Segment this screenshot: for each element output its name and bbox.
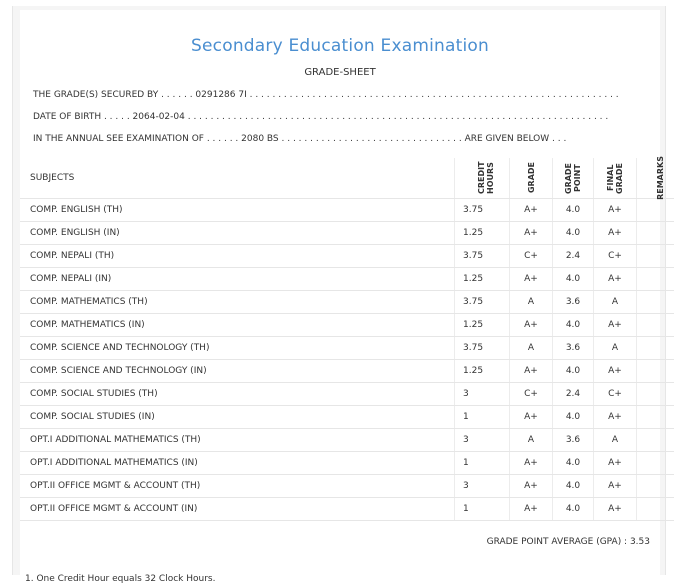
grade-point-cell: 4.0 — [553, 406, 594, 429]
table-row — [20, 291, 674, 314]
subject-cell: COMP. MATHEMATICS (IN) — [20, 314, 455, 337]
remarks-cell — [637, 291, 674, 314]
grade-sheet-panel — [12, 6, 666, 575]
table-row — [20, 222, 674, 245]
table-row — [20, 337, 674, 360]
credit-hours-cell: 1 — [455, 452, 510, 475]
credit-hours-cell: 3 — [455, 383, 510, 406]
grade-point-cell: 4.0 — [553, 360, 594, 383]
subject-cell: OPT.II OFFICE MGMT & ACCOUNT (TH) — [20, 475, 455, 498]
credit-hours-cell: 1 — [455, 498, 510, 521]
final-grade-cell: A — [594, 429, 637, 452]
grade-point-cell: 4.0 — [553, 268, 594, 291]
remarks-cell — [637, 222, 674, 245]
final-grade-cell: A — [594, 291, 637, 314]
subject-cell: COMP. SCIENCE AND TECHNOLOGY (IN) — [20, 360, 455, 383]
header-remarks-label: REMARKS — [656, 156, 665, 200]
grades-table-body — [20, 199, 674, 521]
grade-cell: A+ — [510, 268, 553, 291]
final-grade-cell: A+ — [594, 222, 637, 245]
table-row — [20, 475, 674, 498]
subject-cell: OPT.II OFFICE MGMT & ACCOUNT (IN) — [20, 498, 455, 521]
final-grade-cell: C+ — [594, 245, 637, 268]
credit-hours-cell: 1.25 — [455, 268, 510, 291]
header-grade-label: GRADE — [527, 162, 536, 193]
header-grade-point — [553, 158, 594, 199]
final-grade-cell: C+ — [594, 383, 637, 406]
header-remarks — [637, 158, 674, 199]
grade-sheet-heading: GRADE-SHEET — [20, 67, 660, 78]
grade-cell: A+ — [510, 475, 553, 498]
final-grade-cell: A+ — [594, 360, 637, 383]
exam-title: Secondary Education Examination — [20, 36, 660, 56]
credit-hour-note: 1. One Credit Hour equals 32 Clock Hours. — [25, 574, 215, 584]
remarks-cell — [637, 406, 674, 429]
subject-cell: COMP. ENGLISH (TH) — [20, 199, 455, 222]
grade-cell: A+ — [510, 452, 553, 475]
grade-point-cell: 3.6 — [553, 291, 594, 314]
credit-hours-cell: 3.75 — [455, 199, 510, 222]
grade-cell: A — [510, 291, 553, 314]
grades-table — [20, 158, 674, 521]
grade-cell: A — [510, 337, 553, 360]
grade-point-cell: 3.6 — [553, 337, 594, 360]
final-grade-cell: A+ — [594, 475, 637, 498]
grade-point-cell: 4.0 — [553, 452, 594, 475]
grade-cell: A+ — [510, 498, 553, 521]
date-of-birth: DATE OF BIRTH . . . . . 2064-02-04 . . . . . . . . . . . . . . . . . . . . . . . . . . . . . . . . . . . . . . . . . . . . . . . . . . . . . . . . . . . . . . . . . . . . . . . . . . — [33, 112, 608, 122]
header-credit-hours — [455, 158, 510, 199]
remarks-cell — [637, 360, 674, 383]
header-subjects: SUBJECTS — [20, 158, 455, 199]
gpa-summary: GRADE POINT AVERAGE (GPA) : 3.53 — [487, 537, 650, 547]
remarks-cell — [637, 199, 674, 222]
subject-cell: COMP. SCIENCE AND TECHNOLOGY (TH) — [20, 337, 455, 360]
final-grade-cell: A+ — [594, 199, 637, 222]
table-row — [20, 383, 674, 406]
subject-cell: COMP. NEPALI (TH) — [20, 245, 455, 268]
credit-hours-cell: 1.25 — [455, 314, 510, 337]
grade-cell: A+ — [510, 199, 553, 222]
remarks-cell — [637, 245, 674, 268]
grade-point-cell: 2.4 — [553, 245, 594, 268]
table-header-row — [20, 158, 674, 199]
header-grade-point-label: GRADE POINT — [564, 158, 582, 198]
grade-point-cell: 3.6 — [553, 429, 594, 452]
grade-point-cell: 4.0 — [553, 314, 594, 337]
grade-point-cell: 4.0 — [553, 475, 594, 498]
table-row — [20, 199, 674, 222]
remarks-cell — [637, 498, 674, 521]
final-grade-cell: A+ — [594, 452, 637, 475]
remarks-cell — [637, 314, 674, 337]
grade-cell: A+ — [510, 406, 553, 429]
subject-cell: COMP. NEPALI (IN) — [20, 268, 455, 291]
subject-cell: COMP. SOCIAL STUDIES (TH) — [20, 383, 455, 406]
remarks-cell — [637, 452, 674, 475]
exam-session: IN THE ANNUAL SEE EXAMINATION OF . . . . . . 2080 BS . . . . . . . . . . . . . . . . . . . . . . . . . . . . . . . . ARE GIVEN BELOW . . . — [33, 134, 566, 144]
credit-hours-cell: 3 — [455, 429, 510, 452]
subject-cell: OPT.I ADDITIONAL MATHEMATICS (IN) — [20, 452, 455, 475]
final-grade-cell: A+ — [594, 406, 637, 429]
table-row — [20, 452, 674, 475]
credit-hours-cell: 3.75 — [455, 245, 510, 268]
table-row — [20, 360, 674, 383]
final-grade-cell: A+ — [594, 268, 637, 291]
grade-cell: A+ — [510, 360, 553, 383]
remarks-cell — [637, 383, 674, 406]
grade-cell: A — [510, 429, 553, 452]
grade-secured-by: THE GRADE(S) SECURED BY . . . . . . 0291286 7I . . . . . . . . . . . . . . . . . . . . . . . . . . . . . . . . . . . . . . . . . . . . . . . . . . . . . . . . . . . . . . . . . — [33, 90, 619, 100]
grade-sheet-card — [20, 10, 660, 575]
table-row — [20, 268, 674, 291]
table-row — [20, 406, 674, 429]
subject-cell: COMP. MATHEMATICS (TH) — [20, 291, 455, 314]
grade-cell: A+ — [510, 222, 553, 245]
grade-cell: A+ — [510, 314, 553, 337]
credit-hours-cell: 3.75 — [455, 291, 510, 314]
header-credit-hours-label: CREDIT HOURS — [477, 158, 495, 198]
grade-point-cell: 2.4 — [553, 383, 594, 406]
remarks-cell — [637, 337, 674, 360]
credit-hours-cell: 1.25 — [455, 222, 510, 245]
remarks-cell — [637, 268, 674, 291]
grade-point-cell: 4.0 — [553, 498, 594, 521]
header-final-grade-label: FINAL GRADE — [606, 158, 624, 198]
grade-point-cell: 4.0 — [553, 222, 594, 245]
table-row — [20, 314, 674, 337]
grade-cell: C+ — [510, 245, 553, 268]
grade-cell: C+ — [510, 383, 553, 406]
final-grade-cell: A — [594, 337, 637, 360]
table-row — [20, 429, 674, 452]
subject-cell: OPT.I ADDITIONAL MATHEMATICS (TH) — [20, 429, 455, 452]
credit-hours-cell: 1 — [455, 406, 510, 429]
remarks-cell — [637, 429, 674, 452]
grade-point-cell: 4.0 — [553, 199, 594, 222]
credit-hours-cell: 1.25 — [455, 360, 510, 383]
header-final-grade — [594, 158, 637, 199]
table-row — [20, 498, 674, 521]
final-grade-cell: A+ — [594, 314, 637, 337]
credit-hours-cell: 3 — [455, 475, 510, 498]
credit-hours-cell: 3.75 — [455, 337, 510, 360]
final-grade-cell: A+ — [594, 498, 637, 521]
table-row — [20, 245, 674, 268]
subject-cell: COMP. ENGLISH (IN) — [20, 222, 455, 245]
remarks-cell — [637, 475, 674, 498]
header-grade — [510, 158, 553, 199]
subject-cell: COMP. SOCIAL STUDIES (IN) — [20, 406, 455, 429]
